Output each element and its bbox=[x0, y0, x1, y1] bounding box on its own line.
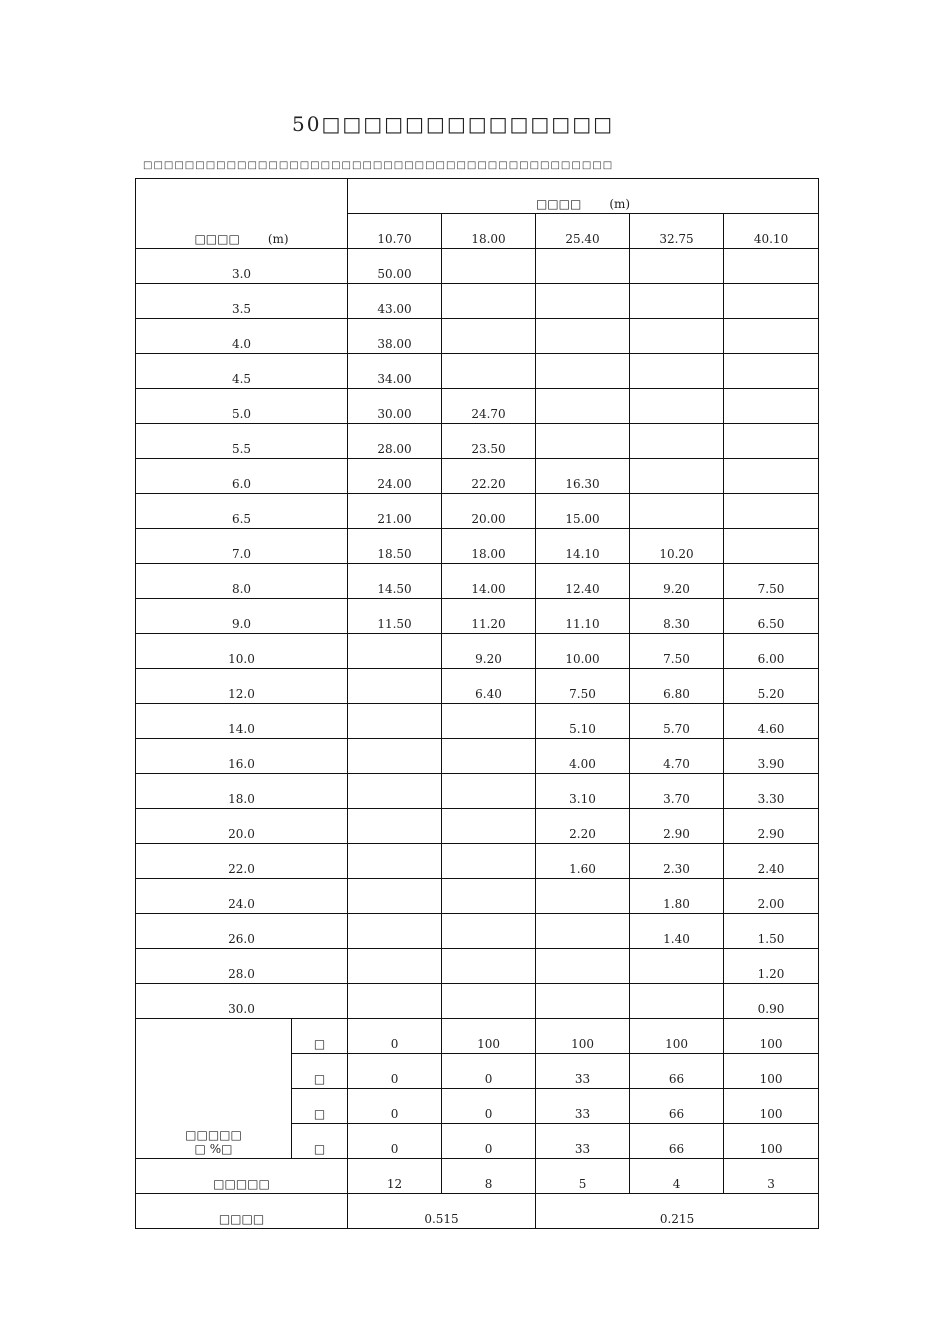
radius-cell: 6.5 bbox=[136, 494, 348, 529]
load-cell: 50.00 bbox=[348, 249, 442, 284]
load-cell bbox=[348, 844, 442, 879]
load-cell: 0.90 bbox=[724, 984, 819, 1019]
radius-cell: 3.0 bbox=[136, 249, 348, 284]
load-cell: 2.30 bbox=[630, 844, 724, 879]
section-label: □ bbox=[292, 1124, 348, 1159]
load-cell: 23.50 bbox=[442, 424, 536, 459]
extension-cell: 100 bbox=[724, 1019, 819, 1054]
load-cell bbox=[442, 809, 536, 844]
load-cell bbox=[442, 984, 536, 1019]
section-label: □ bbox=[292, 1089, 348, 1124]
table-row bbox=[136, 914, 819, 949]
extension-cell: 100 bbox=[536, 1019, 630, 1054]
load-cell bbox=[536, 389, 630, 424]
load-cell bbox=[630, 284, 724, 319]
load-cell: 2.90 bbox=[724, 809, 819, 844]
extension-cell: 0 bbox=[442, 1124, 536, 1159]
load-cell bbox=[536, 354, 630, 389]
radius-cell: 12.0 bbox=[136, 669, 348, 704]
rope-cell: 8 bbox=[442, 1159, 536, 1194]
radius-cell: 20.0 bbox=[136, 809, 348, 844]
section-label: □ bbox=[292, 1019, 348, 1054]
extension-cell: 33 bbox=[536, 1089, 630, 1124]
table-row bbox=[136, 634, 819, 669]
load-cell bbox=[630, 249, 724, 284]
extension-cell: 0 bbox=[348, 1124, 442, 1159]
table-row bbox=[136, 984, 819, 1019]
extension-cell: 66 bbox=[630, 1124, 724, 1159]
extension-cell: 100 bbox=[630, 1019, 724, 1054]
table-row bbox=[136, 774, 819, 809]
table-row bbox=[136, 354, 819, 389]
header-row-1 bbox=[136, 179, 819, 214]
table-row bbox=[136, 529, 819, 564]
load-cell: 3.30 bbox=[724, 774, 819, 809]
load-cell bbox=[630, 494, 724, 529]
extension-cell: 100 bbox=[724, 1054, 819, 1089]
load-cell bbox=[348, 809, 442, 844]
boom-length-3: 25.40 bbox=[536, 214, 630, 249]
load-cell: 11.10 bbox=[536, 599, 630, 634]
load-cell: 22.20 bbox=[442, 459, 536, 494]
section-label: □ bbox=[292, 1054, 348, 1089]
load-chart-table bbox=[135, 178, 819, 1229]
boom-length-1: 10.70 bbox=[348, 214, 442, 249]
load-cell bbox=[630, 459, 724, 494]
boom-length-2: 18.00 bbox=[442, 214, 536, 249]
extension-cell: 33 bbox=[536, 1124, 630, 1159]
extension-cell: 100 bbox=[442, 1019, 536, 1054]
load-cell bbox=[348, 704, 442, 739]
extension-cell: 0 bbox=[442, 1089, 536, 1124]
load-cell bbox=[724, 459, 819, 494]
radius-header bbox=[136, 179, 348, 249]
extension-cell: 0 bbox=[348, 1054, 442, 1089]
extension-row bbox=[136, 1019, 819, 1054]
load-cell bbox=[442, 319, 536, 354]
table-row bbox=[136, 424, 819, 459]
load-cell bbox=[442, 879, 536, 914]
load-cell bbox=[442, 249, 536, 284]
load-cell: 11.50 bbox=[348, 599, 442, 634]
table-row bbox=[136, 809, 819, 844]
load-cell bbox=[442, 949, 536, 984]
rope-cell: 3 bbox=[724, 1159, 819, 1194]
load-cell bbox=[348, 879, 442, 914]
radius-header-unit: (m) bbox=[267, 232, 289, 246]
load-cell: 4.00 bbox=[536, 739, 630, 774]
load-cell: 4.60 bbox=[724, 704, 819, 739]
load-cell: 18.00 bbox=[442, 529, 536, 564]
load-cell bbox=[442, 739, 536, 774]
load-cell: 14.50 bbox=[348, 564, 442, 599]
boom-length-4: 32.75 bbox=[630, 214, 724, 249]
load-cell: 1.50 bbox=[724, 914, 819, 949]
load-cell bbox=[442, 704, 536, 739]
rope-cell: 12 bbox=[348, 1159, 442, 1194]
extension-label-line1: □□□□□ bbox=[185, 1128, 242, 1142]
extension-label-line2: □ %□ bbox=[194, 1142, 233, 1156]
load-cell: 43.00 bbox=[348, 284, 442, 319]
load-cell: 2.20 bbox=[536, 809, 630, 844]
load-cell bbox=[442, 914, 536, 949]
load-cell bbox=[724, 249, 819, 284]
radius-cell: 7.0 bbox=[136, 529, 348, 564]
load-cell: 2.90 bbox=[630, 809, 724, 844]
load-cell: 9.20 bbox=[630, 564, 724, 599]
hook-cell: 0.515 bbox=[348, 1194, 536, 1229]
load-cell bbox=[348, 774, 442, 809]
extension-cell: 0 bbox=[442, 1054, 536, 1089]
load-cell: 38.00 bbox=[348, 319, 442, 354]
load-cell bbox=[630, 319, 724, 354]
radius-cell: 5.0 bbox=[136, 389, 348, 424]
hook-label: □□□□ bbox=[136, 1194, 348, 1229]
load-cell: 30.00 bbox=[348, 389, 442, 424]
load-cell: 8.30 bbox=[630, 599, 724, 634]
radius-cell: 28.0 bbox=[136, 949, 348, 984]
radius-cell: 10.0 bbox=[136, 634, 348, 669]
load-cell bbox=[442, 354, 536, 389]
load-cell: 3.70 bbox=[630, 774, 724, 809]
rope-row bbox=[136, 1159, 819, 1194]
load-cell: 5.10 bbox=[536, 704, 630, 739]
load-cell bbox=[536, 319, 630, 354]
load-cell: 2.40 bbox=[724, 844, 819, 879]
load-cell bbox=[724, 354, 819, 389]
load-cell bbox=[536, 879, 630, 914]
table-row bbox=[136, 879, 819, 914]
load-cell bbox=[630, 354, 724, 389]
radius-cell: 26.0 bbox=[136, 914, 348, 949]
load-cell: 14.10 bbox=[536, 529, 630, 564]
radius-cell: 14.0 bbox=[136, 704, 348, 739]
load-cell bbox=[442, 774, 536, 809]
load-cell: 24.00 bbox=[348, 459, 442, 494]
table-row bbox=[136, 459, 819, 494]
extension-label bbox=[136, 1019, 292, 1159]
load-cell bbox=[724, 284, 819, 319]
radius-cell: 18.0 bbox=[136, 774, 348, 809]
radius-cell: 9.0 bbox=[136, 599, 348, 634]
load-cell: 1.20 bbox=[724, 949, 819, 984]
load-cell: 7.50 bbox=[630, 634, 724, 669]
load-cell bbox=[442, 284, 536, 319]
table-row bbox=[136, 599, 819, 634]
load-cell bbox=[724, 494, 819, 529]
load-cell: 5.70 bbox=[630, 704, 724, 739]
load-cell: 1.60 bbox=[536, 844, 630, 879]
load-cell: 2.00 bbox=[724, 879, 819, 914]
load-cell: 4.70 bbox=[630, 739, 724, 774]
load-cell: 6.80 bbox=[630, 669, 724, 704]
load-cell: 15.00 bbox=[536, 494, 630, 529]
load-cell bbox=[442, 844, 536, 879]
load-cell bbox=[630, 949, 724, 984]
table-row bbox=[136, 739, 819, 774]
extension-cell: 100 bbox=[724, 1089, 819, 1124]
load-cell: 1.40 bbox=[630, 914, 724, 949]
load-cell bbox=[724, 424, 819, 459]
boom-length-5: 40.10 bbox=[724, 214, 819, 249]
extension-cell: 100 bbox=[724, 1124, 819, 1159]
extension-cell: 33 bbox=[536, 1054, 630, 1089]
radius-cell: 24.0 bbox=[136, 879, 348, 914]
load-cell: 14.00 bbox=[442, 564, 536, 599]
load-cell bbox=[348, 634, 442, 669]
load-cell bbox=[536, 249, 630, 284]
load-cell bbox=[630, 389, 724, 424]
table-row bbox=[136, 389, 819, 424]
load-cell: 6.40 bbox=[442, 669, 536, 704]
table-row bbox=[136, 949, 819, 984]
load-cell bbox=[630, 984, 724, 1019]
load-cell bbox=[348, 669, 442, 704]
load-cell: 34.00 bbox=[348, 354, 442, 389]
load-cell: 9.20 bbox=[442, 634, 536, 669]
radius-cell: 4.5 bbox=[136, 354, 348, 389]
rope-cell: 4 bbox=[630, 1159, 724, 1194]
rope-cell: 5 bbox=[536, 1159, 630, 1194]
load-cell: 3.90 bbox=[724, 739, 819, 774]
load-cell bbox=[536, 949, 630, 984]
load-cell bbox=[536, 424, 630, 459]
boom-length-header-unit: (m) bbox=[609, 197, 631, 211]
table-row bbox=[136, 669, 819, 704]
boom-length-header-label: □□□□ bbox=[535, 197, 582, 211]
load-cell bbox=[724, 529, 819, 564]
load-cell: 12.40 bbox=[536, 564, 630, 599]
radius-header-label: □□□□ bbox=[194, 232, 240, 246]
table-row bbox=[136, 319, 819, 354]
extension-cell: 66 bbox=[630, 1089, 724, 1124]
load-cell: 18.50 bbox=[348, 529, 442, 564]
radius-cell: 30.0 bbox=[136, 984, 348, 1019]
load-cell: 7.50 bbox=[724, 564, 819, 599]
table-row bbox=[136, 494, 819, 529]
load-cell bbox=[536, 914, 630, 949]
load-cell: 7.50 bbox=[536, 669, 630, 704]
load-cell bbox=[630, 424, 724, 459]
table-row bbox=[136, 704, 819, 739]
load-cell: 3.10 bbox=[536, 774, 630, 809]
load-cell: 28.00 bbox=[348, 424, 442, 459]
table-row bbox=[136, 249, 819, 284]
radius-cell: 3.5 bbox=[136, 284, 348, 319]
extension-cell: 0 bbox=[348, 1019, 442, 1054]
document-note: □□□□□□□□□□□□□□□□□□□□□□□□□□□□□□□□□□□□□□□□□□□□□ bbox=[143, 160, 614, 171]
extension-cell: 66 bbox=[630, 1054, 724, 1089]
extension-cell: 0 bbox=[348, 1089, 442, 1124]
load-cell bbox=[348, 914, 442, 949]
radius-cell: 22.0 bbox=[136, 844, 348, 879]
load-cell: 10.20 bbox=[630, 529, 724, 564]
load-cell bbox=[724, 319, 819, 354]
load-chart-body bbox=[136, 179, 819, 1229]
table-row bbox=[136, 284, 819, 319]
load-cell: 10.00 bbox=[536, 634, 630, 669]
boom-length-header bbox=[348, 179, 819, 214]
radius-cell: 4.0 bbox=[136, 319, 348, 354]
radius-cell: 8.0 bbox=[136, 564, 348, 599]
hook-cell: 0.215 bbox=[536, 1194, 819, 1229]
radius-cell: 6.0 bbox=[136, 459, 348, 494]
document-title: 50□□□□□□□□□□□□□□ bbox=[292, 112, 614, 136]
load-cell: 24.70 bbox=[442, 389, 536, 424]
radius-cell: 5.5 bbox=[136, 424, 348, 459]
table-row bbox=[136, 564, 819, 599]
table-row bbox=[136, 844, 819, 879]
hook-row bbox=[136, 1194, 819, 1229]
rope-label: □□□□□ bbox=[136, 1159, 348, 1194]
load-cell: 20.00 bbox=[442, 494, 536, 529]
load-cell: 6.50 bbox=[724, 599, 819, 634]
load-cell: 21.00 bbox=[348, 494, 442, 529]
load-cell: 1.80 bbox=[630, 879, 724, 914]
load-cell bbox=[348, 984, 442, 1019]
load-cell: 11.20 bbox=[442, 599, 536, 634]
load-cell: 16.30 bbox=[536, 459, 630, 494]
load-cell bbox=[348, 739, 442, 774]
load-cell: 6.00 bbox=[724, 634, 819, 669]
load-cell bbox=[724, 389, 819, 424]
radius-cell: 16.0 bbox=[136, 739, 348, 774]
load-cell bbox=[536, 984, 630, 1019]
load-cell bbox=[348, 949, 442, 984]
load-cell: 5.20 bbox=[724, 669, 819, 704]
load-cell bbox=[536, 284, 630, 319]
